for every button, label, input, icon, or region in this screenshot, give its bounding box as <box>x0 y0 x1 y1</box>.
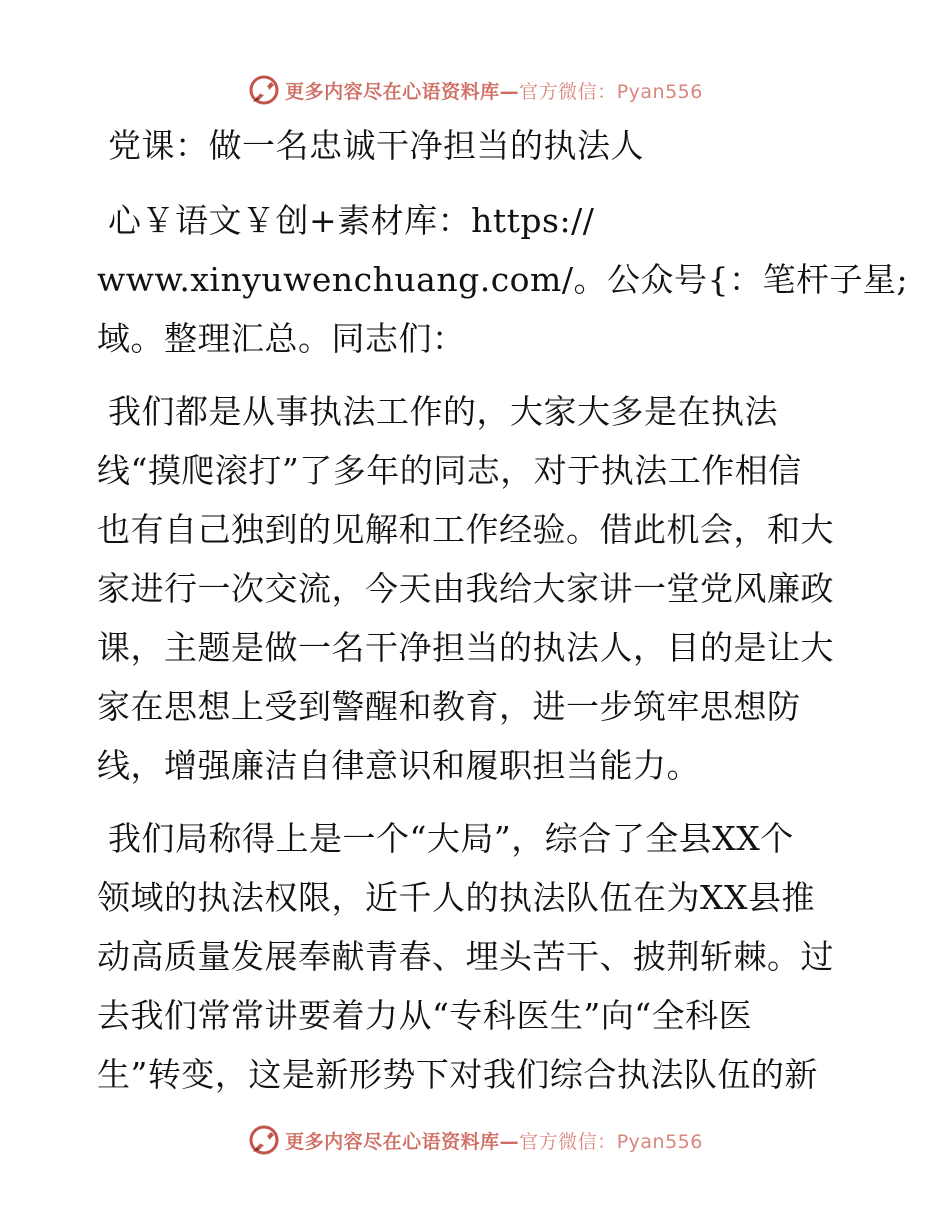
page-title: 党课：做一名忠诚干净担当的执法人 <box>108 126 644 165</box>
banner-account: Pyan556 <box>616 80 703 103</box>
text-line: 我们局称得上是一个“大局”，综合了全县XX个 <box>108 819 794 858</box>
pen-logo-icon <box>247 1123 281 1157</box>
banner-account: Pyan556 <box>616 1130 703 1153</box>
text-line: 域。整理汇总。同志们： <box>97 319 466 358</box>
banner-main-text: 更多内容尽在心语资料库 <box>285 1130 500 1153</box>
text-line: 家进行一次交流，今天由我给大家讲一堂党风廉政 <box>97 569 834 608</box>
text-line: 线，增强廉洁自律意识和履职担当能力。 <box>97 746 700 785</box>
text-line: 线“摸爬滚打”了多年的同志，对于执法工作相信 <box>97 451 802 490</box>
text-line: 心￥语文￥创+素材库：https:// <box>108 201 595 240</box>
text-line: 领域的执法权限，近千人的执法队伍在为XX县推 <box>97 878 815 917</box>
text-line: 也有自己独到的见解和工作经验。借此机会，和大 <box>97 510 834 549</box>
banner-wechat-label: 官方微信： <box>519 1130 617 1153</box>
pen-logo-icon <box>247 73 281 107</box>
text-line: 课，主题是做一名干净担当的执法人，目的是让大 <box>97 628 834 667</box>
text-line: 去我们常常讲要着力从“专科医生”向“全科医 <box>97 996 753 1035</box>
text-line: www.xinyuwenchuang.com/。公众号{：笔杆子星; <box>97 260 909 299</box>
banner-dash: — <box>499 80 520 103</box>
text-line: 动高质量发展奉献青春、埋头苦干、披荆斩棘。过 <box>97 937 834 976</box>
header-banner <box>0 70 950 110</box>
text-line: 家在思想上受到警醒和教育，进一步筑牢思想防 <box>97 687 801 726</box>
text-line: 我们都是从事执法工作的，大家大多是在执法 <box>108 392 778 431</box>
banner-dash: — <box>499 1130 520 1153</box>
banner-main-text: 更多内容尽在心语资料库 <box>285 80 500 103</box>
footer-banner <box>0 1120 950 1160</box>
banner-wechat-label: 官方微信： <box>519 80 617 103</box>
text-line: 生”转变，这是新形势下对我们综合执法队伍的新 <box>97 1055 818 1094</box>
